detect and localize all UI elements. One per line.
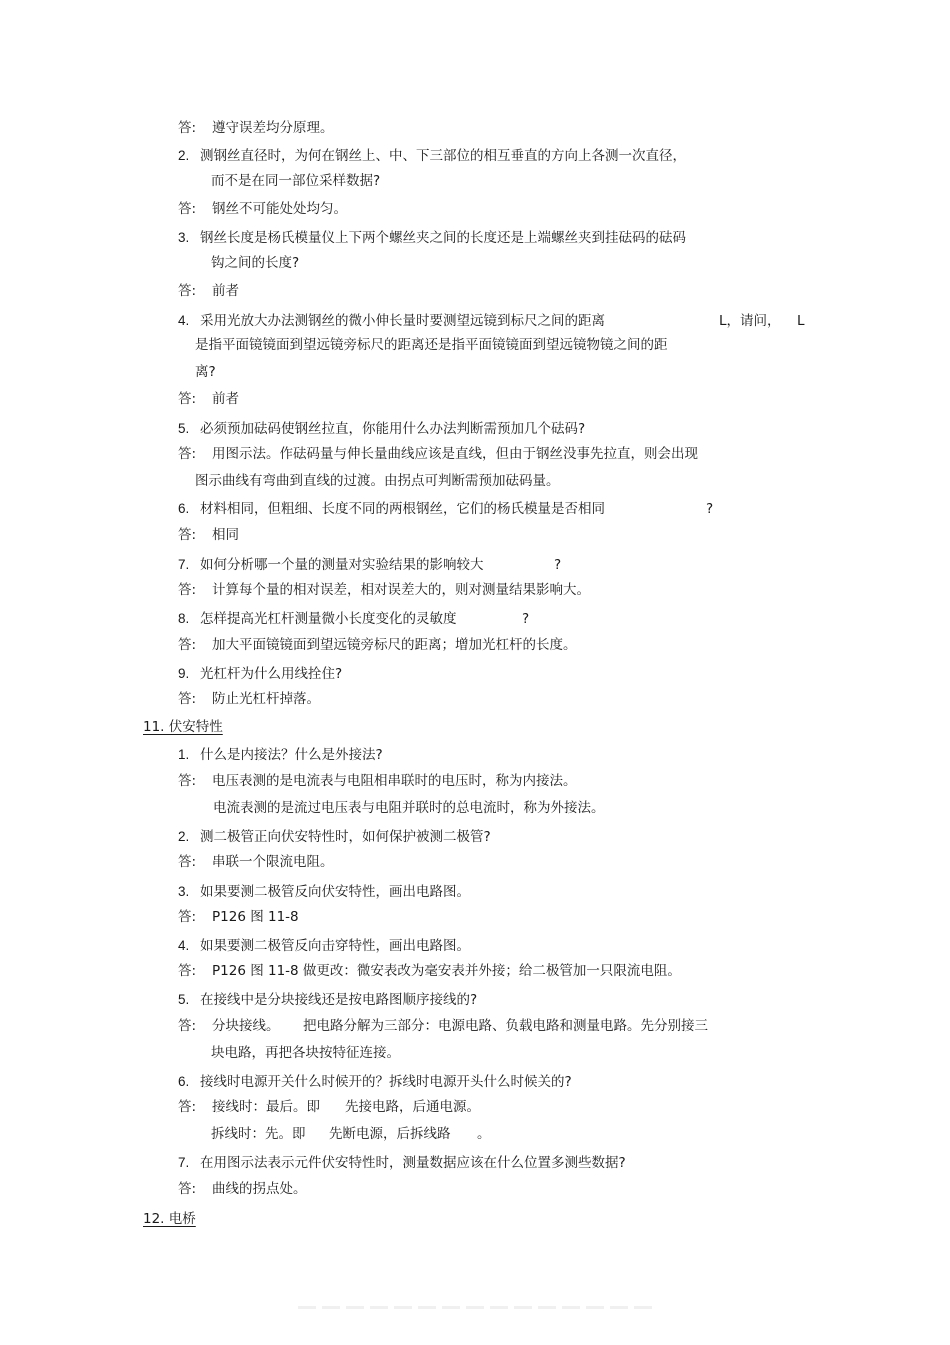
- question-text: 如果要测二极管反向击穿特性，画出电路图。: [200, 938, 470, 954]
- question-number: 7.: [178, 1155, 190, 1170]
- answer-line: [178, 1098, 320, 1116]
- question-line-tail: [706, 500, 713, 518]
- question-line: [178, 500, 605, 518]
- answer-text: 把电路分解为三部分：电源电路、负载电路和测量电路。先分别接三: [303, 1018, 708, 1034]
- question-text: 什么是内接法？什么是外接法?: [200, 747, 383, 763]
- question-number: 7.: [178, 557, 190, 572]
- answer-line-seg: [303, 1017, 708, 1035]
- answer-text: 防止光杠杆掉落。: [212, 691, 320, 707]
- question-line: [178, 665, 342, 683]
- question-line: [178, 610, 457, 628]
- question-number: 5.: [178, 992, 190, 1007]
- answer-line: [178, 445, 698, 463]
- question-line: [178, 420, 585, 438]
- question-text: 必须预加砝码使钢丝拉直，你能用什么办法判断需预加几个砝码?: [200, 421, 586, 437]
- question-line: [178, 147, 686, 165]
- answer-line-seg: [477, 1125, 491, 1143]
- question-line: [178, 1073, 572, 1091]
- question-text: 离?: [195, 364, 216, 380]
- question-line: [178, 746, 383, 764]
- question-text: ?: [706, 501, 714, 517]
- answer-label: 答:: [178, 691, 197, 707]
- question-line: [178, 991, 477, 1009]
- answer-line-seg: [329, 1125, 451, 1143]
- question-number: 4.: [178, 313, 190, 328]
- question-line: [178, 828, 491, 846]
- question-number: 6.: [178, 1074, 190, 1089]
- question-text: 而不是在同一部位采样数据?: [211, 173, 381, 189]
- answer-text: 前者: [212, 283, 239, 299]
- question-number: 5.: [178, 421, 190, 436]
- answer-line-seg: [345, 1098, 480, 1116]
- question-text: 钩之间的长度?: [211, 255, 300, 271]
- question-line: [178, 556, 484, 574]
- question-line-tail: [522, 610, 529, 628]
- answer-label: 答:: [178, 1018, 197, 1034]
- answer-line-cont: [195, 472, 560, 490]
- question-text: 钢丝长度是杨氏模量仪上下两个螺丝夹之间的长度还是上端螺丝夹到挂砝码的砝码: [200, 230, 686, 246]
- question-line: [178, 883, 470, 901]
- answer-text: 分块接线。: [212, 1018, 280, 1034]
- question-text: 测钢丝直径时，为何在钢丝上、中、下三部位的相互垂直的方向上各测一次直径，: [200, 148, 686, 164]
- question-line-tail: [797, 312, 805, 330]
- answer-line: [178, 1180, 307, 1198]
- answer-label: 答:: [178, 391, 197, 407]
- question-number: 3.: [178, 884, 190, 899]
- question-text: 采用光放大办法测钢丝的微小伸长量时要测望远镜到标尺之间的距离: [200, 313, 605, 329]
- question-text: ?: [522, 611, 530, 627]
- answer-line-cont: [213, 799, 605, 817]
- answer-line: [178, 772, 577, 790]
- answer-text: 用图示法。作砝码量与伸长量曲线应该是直线，但由于钢丝没事先拉直，则会出现: [212, 446, 698, 462]
- question-line-cont: [211, 172, 380, 190]
- question-line-cont: [195, 336, 668, 354]
- answer-line: [178, 690, 320, 708]
- question-text: 在用图示法表示元件伏安特性时，测量数据应该在什么位置多测些数据?: [200, 1155, 626, 1171]
- answer-text: 块电路，再把各块按特征连接。: [211, 1045, 400, 1061]
- answer-label: 答:: [178, 1099, 197, 1115]
- answer-label: 答:: [178, 527, 197, 543]
- answer-line: [178, 908, 299, 926]
- answer-label: 答:: [178, 446, 197, 462]
- answer-text: P126 图 11-8 做更改：微安表改为毫安表并外接；给二极管加一只限流电阻。: [212, 963, 681, 979]
- answer-text: 钢丝不可能处处均匀。: [212, 201, 347, 217]
- question-line: [178, 312, 605, 330]
- question-line-cont: [211, 254, 299, 272]
- answer-label: 答:: [178, 1181, 197, 1197]
- answer-line-cont: [211, 1044, 400, 1062]
- answer-line: [178, 200, 347, 218]
- question-line: [178, 1154, 626, 1172]
- footer-watermark: [298, 1306, 652, 1309]
- question-number: 6.: [178, 501, 190, 516]
- answer-line: [178, 581, 590, 599]
- question-text: 在接线中是分块接线还是按电路图顺序接线的?: [200, 992, 478, 1008]
- answer-text: 。: [477, 1126, 491, 1142]
- question-text: L: [797, 313, 805, 329]
- answer-line: [178, 390, 239, 408]
- answer-text: 曲线的拐点处。: [212, 1181, 307, 1197]
- answer-line: [178, 526, 239, 544]
- answer-text: 电压表测的是电流表与电阻相串联时的电压时，称为内接法。: [212, 773, 577, 789]
- answer-text: 加大平面镜镜面到望远镜旁标尺的距离；增加光杠杆的长度。: [212, 637, 577, 653]
- answer-line: [178, 1017, 280, 1035]
- question-line-tail: [719, 312, 781, 330]
- answer-text: 前者: [212, 391, 239, 407]
- question-number: 2.: [178, 829, 190, 844]
- answer-label: 答:: [178, 909, 197, 925]
- question-text: 材料相同，但粗细、长度不同的两根钢丝，它们的杨氏模量是否相同: [200, 501, 605, 517]
- answer-label: 答:: [178, 120, 197, 136]
- answer-label: 答:: [178, 773, 197, 789]
- question-number: 1.: [178, 747, 190, 762]
- answer-text: 电流表测的是流过电压表与电阻并联时的总电流时，称为外接法。: [213, 800, 605, 816]
- answer-text: 计算每个量的相对误差，相对误差大的，则对测量结果影响大。: [212, 582, 590, 598]
- answer-label: 答:: [178, 963, 197, 979]
- question-number: 8.: [178, 611, 190, 626]
- section-heading: 12. 电桥: [143, 1211, 196, 1227]
- question-line: [178, 229, 686, 247]
- answer-text: 接线时：最后。即: [212, 1099, 320, 1115]
- answer-label: 答:: [178, 283, 197, 299]
- question-text: 接线时电源开关什么时候开的？拆线时电源开头什么时候关的?: [200, 1074, 572, 1090]
- question-text: L，请问，: [719, 313, 781, 329]
- answer-line: [178, 282, 239, 300]
- question-number: 9.: [178, 666, 190, 681]
- answer-line: [178, 853, 334, 871]
- question-line: [178, 937, 470, 955]
- answer-text: 遵守误差均分原理。: [212, 120, 334, 136]
- answer-label: 答:: [178, 582, 197, 598]
- answer-text: 图示曲线有弯曲到直线的过渡。由拐点可判断需预加砝码量。: [195, 473, 560, 489]
- question-text: ?: [554, 557, 562, 573]
- question-line-cont: [195, 363, 216, 381]
- question-number: 3.: [178, 230, 190, 245]
- answer-text: 相同: [212, 527, 239, 543]
- answer-text: P126 图 11-8: [212, 909, 299, 925]
- question-text: 如何分析哪一个量的测量对实验结果的影响较大: [200, 557, 484, 573]
- question-text: 是指平面镜镜面到望远镜旁标尺的距离还是指平面镜镜面到望远镜物镜之间的距: [195, 337, 668, 353]
- answer-text: 先断电源，后拆线路: [329, 1126, 451, 1142]
- section-heading: 11. 伏安特性: [143, 719, 223, 735]
- answer-label: 答:: [178, 854, 197, 870]
- answer-text: 先接电路，后通电源。: [345, 1099, 480, 1115]
- question-line-tail: [554, 556, 561, 574]
- question-text: 如果要测二极管反向伏安特性，画出电路图。: [200, 884, 470, 900]
- answer-label: 答:: [178, 637, 197, 653]
- question-text: 测二极管正向伏安特性时，如何保护被测二极管?: [200, 829, 491, 845]
- question-text: 光杠杆为什么用线拴住?: [200, 666, 343, 682]
- answer-label: 答:: [178, 201, 197, 217]
- answer-text: 串联一个限流电阻。: [212, 854, 334, 870]
- answer-line: [178, 962, 681, 980]
- question-text: 怎样提高光杠杆测量微小长度变化的灵敏度: [200, 611, 457, 627]
- answer-text: 拆线时：先。即: [211, 1126, 306, 1142]
- answer-line-cont: [211, 1125, 306, 1143]
- answer-line: [178, 119, 334, 137]
- question-number: 2.: [178, 148, 190, 163]
- question-number: 4.: [178, 938, 190, 953]
- answer-line: [178, 636, 577, 654]
